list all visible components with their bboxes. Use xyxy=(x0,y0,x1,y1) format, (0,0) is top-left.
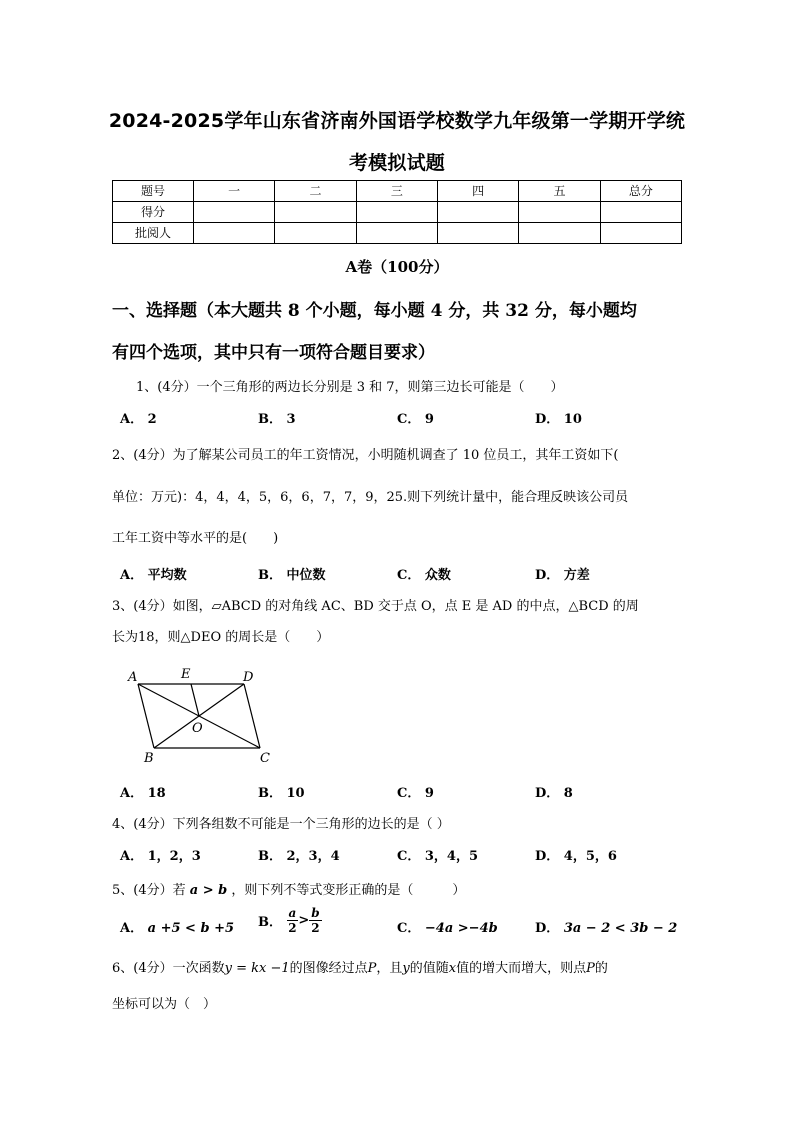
q5-condition-math: a > b xyxy=(189,883,228,898)
reviewer-cell xyxy=(437,223,518,244)
exam-title-line1: 2024-2025学年山东省济南外国语学校数学九年级第一学期开学统 xyxy=(108,110,686,132)
row-label: 批阅人 xyxy=(113,223,194,244)
fraction-numerator: a xyxy=(288,906,297,920)
q1-stem: 1、(4分）一个三角形的两边长分别是 3 和 7，则第三边长可能是（ ） xyxy=(136,380,564,395)
q1-option-a: A． 2 xyxy=(120,412,157,427)
q1-option-d: D． 10 xyxy=(535,412,582,427)
q6-point-p-2: P xyxy=(586,961,595,976)
exam-title-line2: 考模拟试题 xyxy=(348,152,445,174)
header-cell: 总分 xyxy=(600,181,681,202)
q4-option-c: C． 3，4，5 xyxy=(397,849,479,864)
label-b: B xyxy=(144,751,154,764)
q5-option-d-label: D． xyxy=(535,921,560,936)
q2-stem-line2: 单位：万元)：4，4，4，5，6，6，7，7，9，25.则下列统计量中，能合理反映该公司员 xyxy=(112,490,629,505)
q5-option-d-math: 3a − 2 < 3b − 2 xyxy=(563,921,678,936)
score-cell xyxy=(437,202,518,223)
q5-option-b-label: B． xyxy=(258,915,282,930)
label-o: O xyxy=(192,721,203,736)
q3-option-b: B． 10 xyxy=(258,786,305,801)
q5-fraction-a-over-2 xyxy=(287,906,299,935)
reviewer-row xyxy=(113,223,682,244)
row-label: 得分 xyxy=(113,202,194,223)
q1-option-b: B． 3 xyxy=(258,412,296,427)
q4-option-d: D． 4，5，6 xyxy=(535,849,617,864)
q2-stem-line1: 2、(4分）为了解某公司员工的年工资情况，小明随机调查了 10 位员工，其年工资如下( xyxy=(112,448,619,463)
score-cell xyxy=(600,202,681,223)
q5-option-d xyxy=(535,917,677,936)
q6-stem-line1 xyxy=(112,957,608,976)
q5-option-c-label: C． xyxy=(397,921,421,936)
q5-option-b xyxy=(258,906,322,935)
q5-stem-suffix: ，则下列不等式变形正确的是（ ） xyxy=(231,883,466,898)
section-a-heading: A卷（100分） xyxy=(345,258,449,276)
q6-point-p: P xyxy=(367,961,377,976)
q3-option-d: D． 8 xyxy=(535,786,573,801)
section1-heading-line2: 有四个选项，其中只有一项符合题目要求） xyxy=(112,343,435,363)
q2-option-c: C． 众数 xyxy=(397,568,451,583)
q5-option-a xyxy=(120,917,234,936)
q3-option-a: A． 18 xyxy=(120,786,166,801)
q3-option-c: C． 9 xyxy=(397,786,434,801)
q6-stem-mid1: 的图像经过点 xyxy=(289,961,368,976)
header-cell: 五 xyxy=(519,181,600,202)
score-row xyxy=(113,202,682,223)
q6-stem-mid3: 的值随 xyxy=(409,961,449,976)
score-cell xyxy=(194,202,275,223)
segment-ba xyxy=(138,684,154,748)
score-cell xyxy=(356,202,437,223)
q6-var-x: x xyxy=(448,961,457,976)
q4-stem: 4、(4分）下列各组数不可能是一个三角形的边长的是（ ） xyxy=(112,817,450,832)
reviewer-cell xyxy=(356,223,437,244)
q5-fraction-b-over-2 xyxy=(309,906,321,935)
q4-option-b: B． 2，3，4 xyxy=(258,849,340,864)
q2-option-b: B． 中位数 xyxy=(258,568,326,583)
fraction-denominator: 2 xyxy=(311,921,320,935)
q1-option-c: C． 9 xyxy=(397,412,434,427)
label-a: A xyxy=(128,670,138,685)
header-cell: 二 xyxy=(275,181,356,202)
q6-stem-end: 的 xyxy=(594,961,608,976)
score-cell xyxy=(519,202,600,223)
label-c: C xyxy=(260,751,270,764)
q4-option-a: A． 1，2，3 xyxy=(120,849,201,864)
q3-stem-line2: 长为18，则△DEO 的周长是（ ） xyxy=(112,630,330,645)
q2-option-d: D． 方差 xyxy=(535,568,590,583)
label-e: E xyxy=(181,667,191,682)
header-cell: 一 xyxy=(194,181,275,202)
fraction-denominator: 2 xyxy=(288,921,297,935)
score-table xyxy=(112,180,682,244)
header-cell: 题号 xyxy=(113,181,194,202)
reviewer-cell xyxy=(275,223,356,244)
segment-dc xyxy=(244,684,260,748)
label-d: D xyxy=(243,670,254,685)
header-cell: 三 xyxy=(356,181,437,202)
reviewer-cell xyxy=(600,223,681,244)
q5-option-c-math: −4a >−4b xyxy=(424,921,498,936)
score-table-header-row xyxy=(113,181,682,202)
q5-stem xyxy=(112,879,465,898)
q6-stem-line2: 坐标可以为（ ） xyxy=(112,997,217,1012)
q5-option-c xyxy=(397,917,498,936)
fraction-numerator: b xyxy=(311,906,320,920)
segment-eo xyxy=(191,684,199,716)
q5-option-a-label: A． xyxy=(120,921,144,936)
q6-function-math: y = kx −1 xyxy=(224,961,290,976)
q3-stem-line1: 3、(4分）如图，▱ABCD 的对角线 AC、BD 交于点 O，点 E 是 AD 的中点，△BCD 的周 xyxy=(112,599,639,614)
q5-stem-prefix: 5、(4分）若 xyxy=(112,883,186,898)
q6-stem-mid4: 值的增大而增大，则点 xyxy=(456,961,587,976)
score-cell xyxy=(275,202,356,223)
q5-option-b-relation: > xyxy=(298,913,310,928)
q2-option-a: A． 平均数 xyxy=(120,568,187,583)
reviewer-cell xyxy=(519,223,600,244)
q3-parallelogram-figure xyxy=(120,664,280,764)
q6-stem-mid2: ，且 xyxy=(376,961,403,976)
section1-heading-line1: 一、选择题（本大题共 8 个小题，每小题 4 分，共 32 分，每小题均 xyxy=(112,301,637,321)
q6-var-y: y xyxy=(402,961,410,976)
q5-option-a-math: a +5 < b +5 xyxy=(147,921,235,936)
reviewer-cell xyxy=(194,223,275,244)
q6-stem-prefix: 6、(4分）一次函数 xyxy=(112,961,225,976)
header-cell: 四 xyxy=(437,181,518,202)
q2-stem-line3: 工年工资中等水平的是( ) xyxy=(112,531,279,546)
